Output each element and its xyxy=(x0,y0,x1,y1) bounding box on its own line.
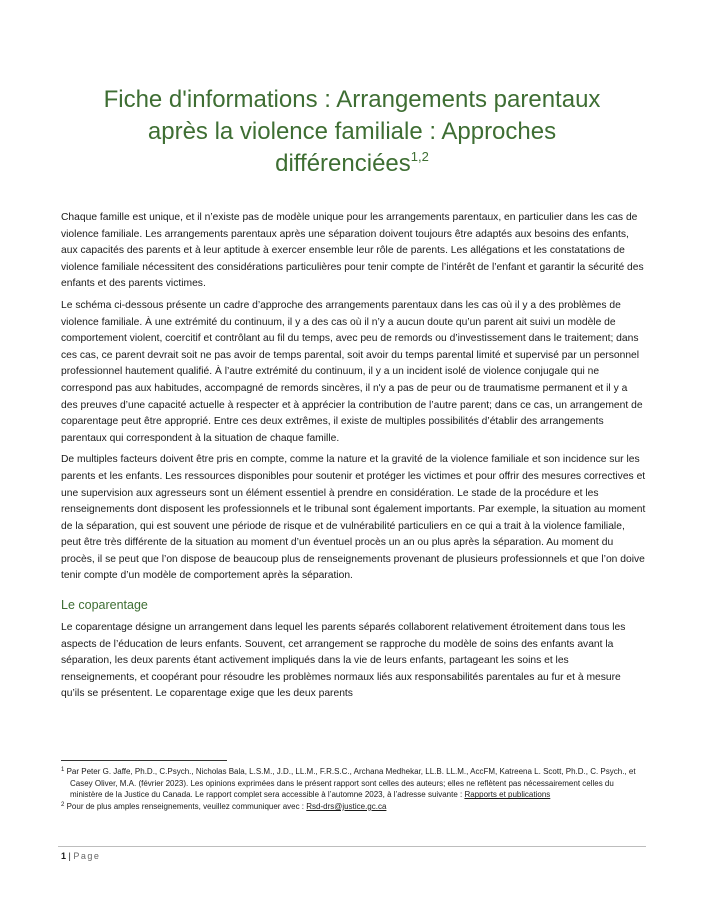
contact-email-link[interactable]: Rsd-drs@justice.gc.ca xyxy=(306,801,387,811)
footnote-1-mark: 1 xyxy=(61,767,65,773)
footer-separator: | xyxy=(68,851,71,861)
document-title xyxy=(60,84,644,180)
footnote-1 xyxy=(61,766,646,801)
footnote-2-mark: 2 xyxy=(61,801,65,808)
footnote-1-text: Par Peter G. Jaffe, Ph.D., C.Psych., Nicholas Bala, L.S.M., J.D., LL.M., F.R.S.C., Archana Medhekar, LL.B. LL.M., AccFM, Katreena L. Scott, Ph.D., C. Psych., et Casey Oliver, M.A. (février 2023). Les opinions exprimées dans le présent rapport sont celles des auteurs; elles ne reflètent pas nécessairement celles du ministère de la Justice du Canada. Le rapport complet sera accessible à l’automne 2023, à l’adresse suivante : xyxy=(66,767,636,800)
footnote-2 xyxy=(61,801,646,813)
paragraph-2: Le schéma ci-dessous présente un cadre d’approche des arrangements parentaux dans les cas où il y a des problèmes de violence familiale. À une extrémité du continuum, il y a des cas où il n’y a aucun doute qu’un parent ait suivi un modèle de comportement violent, coercitif et contrôlant au fil du temps, avec peu de remords ou d’investissement dans le traitement; dans ces cas, ce parent devrait soit ne pas avoir de temps parental, soit avoir du temps parental limité et supervisé par un personnel professionnel hautement qualifié. À l’autre extrémité du continuum, il y a un incident isolé de violence conjugale qui ne correspond pas aux habitudes, accompagné de remords sincères, il n'y a pas de peur ou de traumatisme permanent et il y a des preuves d’une capacité actuelle à respecter et à apprécier la contribution de l’autre parent; dans ce cas, un arrangement de coparentage peut être approprié. Entre ces deux extrêmes, il existe de multiples possibilités d’établir des arrangements parentaux qui correspondent à la situation de chaque famille. xyxy=(61,299,643,444)
title-footnote-refs: 1,2 xyxy=(410,149,429,164)
footer-rule xyxy=(58,846,646,847)
title-line-1: Fiche d'informations : Arrangements parentaux xyxy=(103,86,601,113)
footnotes xyxy=(61,766,646,812)
title-line-2: après la violence familiale : Approches xyxy=(147,118,557,145)
paragraph-1: Chaque famille est unique, et il n’existe pas de modèle unique pour les arrangements parentaux, en particulier dans les cas de violence familiale. Les arrangements parentaux après une séparation doivent toujours être adaptés aux besoins des enfants, aux capacités des parents et à leur aptitude à exercer ensemble leur rôle de parents. Les allégations et les constatations de violence familiale nécessitent des considérations particulières pour tenir compte de l’intérêt de l’enfant et garantir la sécurité des enfants et des parents victimes. xyxy=(61,212,644,290)
paragraph-3: De multiples facteurs doivent être pris en compte, comme la nature et la gravité de la violence familiale et son incidence sur les parents et les enfants. Les ressources disponibles pour soutenir et protéger les victimes et pour offrir des mesures correctives et une supervision aux agresseurs sont un élément essentiel à prendre en considération. Le stade de la procédure et les renseignements dont disposent les professionnels et le tribunal sont également importants. Par exemple, la situation au moment de la séparation, qui est souvent une période de risque et de vulnérabilité particuliers en ce qui a trait à la violence familiale, peut être très différente de la situation au moment d’un éventuel procès un an ou plus après la séparation. Au moment du procès, il se peut que l’on dispose de beaucoup plus de renseignements provenant de plusieurs professionnels et que l’on doive tenir compte d’un modèle de comportement après la séparation. xyxy=(61,454,646,582)
document-body xyxy=(61,210,646,708)
section-paragraph: Le coparentage désigne un arrangement dans lequel les parents séparés collaborent relativement étroitement dans tous les aspects de l’éducation de leurs enfants. Souvent, cet arrangement se rapproche du modèle de soins des enfants avant la séparation, les deux parents étant activement impliqués dans la vie de leurs enfants, partageant les soins et les renseignements, et coopérant pour résoudre les problèmes normaux liés aux responsabilités parentales au fur et à mesure qu’ils se présentent. Le coparentage exige que les deux parents xyxy=(61,622,626,700)
page-number: 1 xyxy=(61,851,67,861)
section-heading-coparentage: Le coparentage xyxy=(61,598,148,613)
footnote-2-text: Pour de plus amples renseignements, veuillez communiquer avec : xyxy=(66,801,305,811)
page-footer xyxy=(61,850,100,862)
title-line-3: différenciées xyxy=(275,150,411,177)
reports-publications-link[interactable]: Rapports et publications xyxy=(464,790,551,800)
page-label: Page xyxy=(73,851,101,861)
footnote-separator xyxy=(61,760,227,761)
